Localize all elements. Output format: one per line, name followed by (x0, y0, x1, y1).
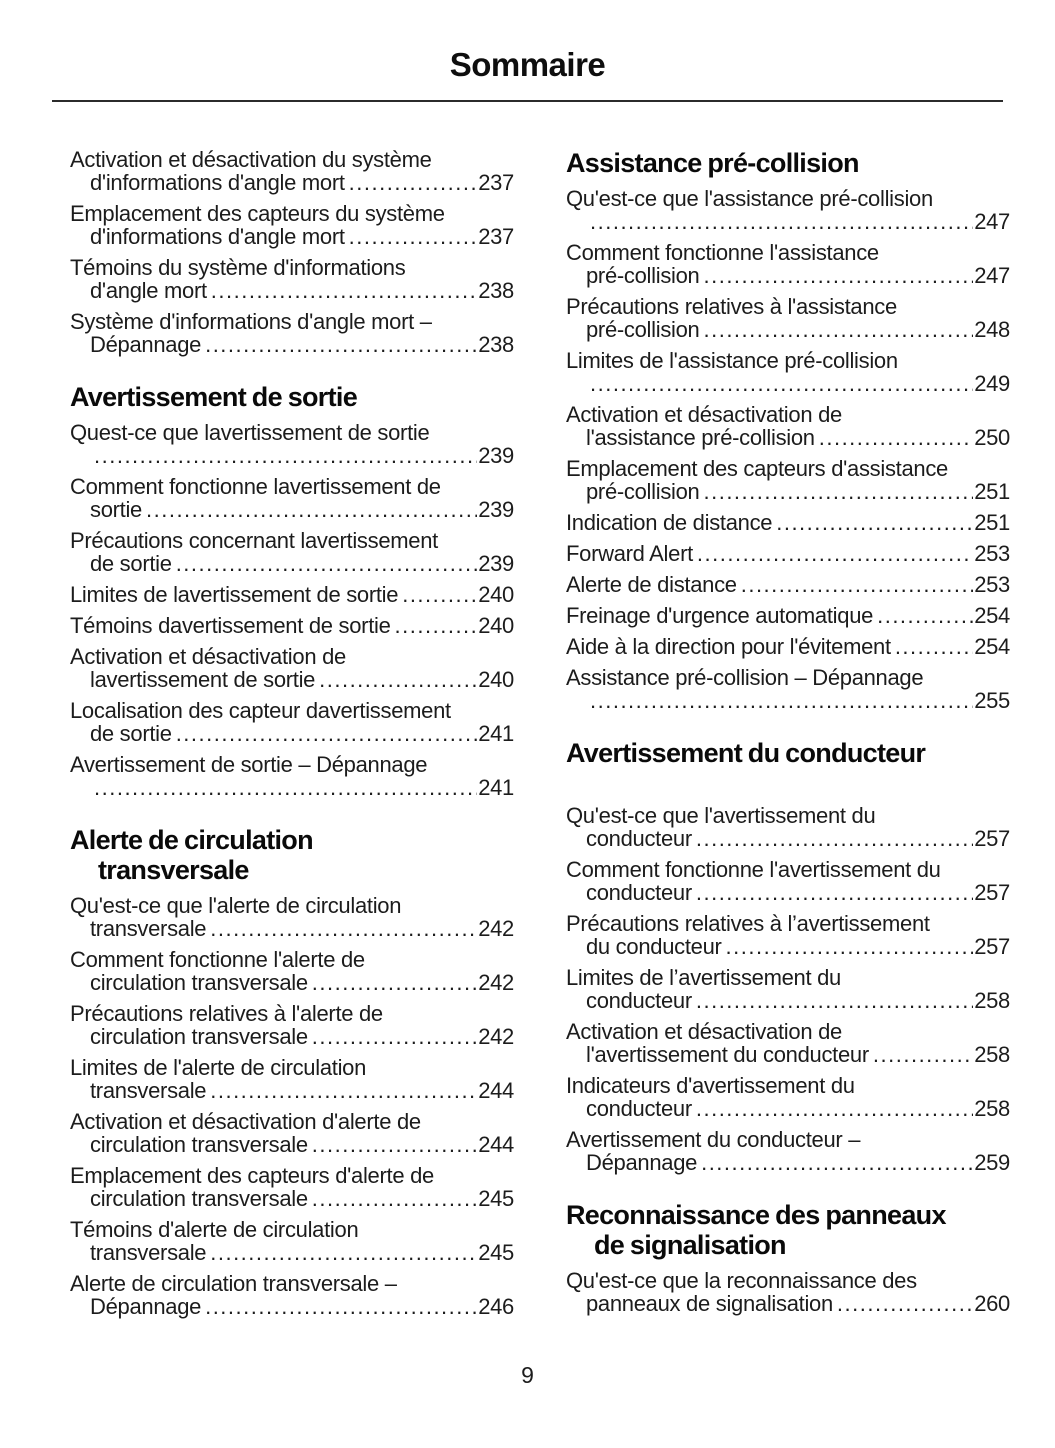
toc-section (70, 382, 514, 799)
toc-entry (70, 1002, 514, 1048)
section-heading (70, 382, 514, 412)
dot-leader (696, 1097, 973, 1120)
toc-entry-line: Précautions relatives à l'alerte de (70, 1001, 383, 1026)
toc-entry-line (70, 498, 514, 521)
page-ref: 260 (974, 1291, 1010, 1316)
toc-entry (566, 1020, 1010, 1066)
toc-entry-text: l'assistance pré-collision (586, 425, 815, 450)
toc-entry-line: Qu'est-ce que l'assistance pré-collision (566, 186, 933, 211)
toc-entry-text: pré-collision (586, 479, 700, 504)
toc-entry-line: Comment fonctionne lavertissement de (70, 474, 441, 499)
dot-leader (895, 635, 973, 658)
dot-leader (210, 1241, 477, 1264)
toc-entry-line (566, 1151, 1010, 1174)
toc-entry-text: Dépannage (90, 332, 202, 357)
dot-leader (210, 917, 477, 940)
page-ref: 253 (974, 541, 1010, 566)
toc-entry-line (70, 171, 514, 194)
toc-entry (70, 699, 514, 745)
toc-entry (566, 635, 1010, 658)
page-ref: 240 (478, 667, 514, 692)
dot-leader (176, 722, 478, 745)
section-heading-line: Assistance pré-collision (566, 148, 859, 178)
toc-entry-text: d'angle mort (90, 278, 207, 303)
toc-entry (70, 421, 514, 467)
page-ref: 258 (974, 1042, 1010, 1067)
toc-entry-line (566, 318, 1010, 341)
dot-leader (349, 171, 478, 194)
toc-entry-line: Avertissement de sortie – Dépannage (70, 752, 428, 777)
page-ref: 246 (478, 1294, 514, 1319)
toc-entry-text: transversale (90, 916, 207, 941)
toc-entry-line (70, 1241, 514, 1264)
toc-entry-text: Indication de distance (566, 510, 773, 535)
page-ref: 241 (478, 775, 514, 800)
toc-entry-line: Activation et désactivation du système (70, 147, 432, 172)
toc-entry-line (70, 1079, 514, 1102)
toc-entry-text: circulation transversale (90, 1132, 308, 1157)
toc-entry-text: panneaux de signalisation (586, 1291, 833, 1316)
page-ref: 249 (974, 371, 1010, 396)
section-heading-line: transversale (98, 855, 249, 885)
dot-leader (590, 210, 973, 233)
toc-entry-line: Emplacement des capteurs du système (70, 201, 445, 226)
toc-entry-text: de sortie (90, 721, 172, 746)
dot-leader (696, 881, 973, 904)
toc-entry-line: Limites de l’avertissement du (566, 965, 841, 990)
toc-entry-line (70, 333, 514, 356)
toc-entry (566, 542, 1010, 565)
dot-leader (312, 1133, 477, 1156)
dot-leader (176, 552, 478, 575)
toc-entry-line: Limites de l'alerte de circulation (70, 1055, 367, 1080)
section-heading (566, 738, 1010, 768)
page-ref: 244 (478, 1132, 514, 1157)
page-ref: 237 (478, 170, 514, 195)
toc-entry (70, 645, 514, 691)
page-ref: 238 (478, 278, 514, 303)
toc-entry-line (70, 279, 514, 302)
page-ref: 245 (478, 1186, 514, 1211)
toc-entry-text: Alerte de distance (566, 572, 737, 597)
dot-leader (696, 989, 973, 1012)
section-heading-line: Reconnaissance des panneaux (566, 1200, 946, 1230)
toc-entry-line (70, 668, 514, 691)
toc-entry-text: Aide à la direction pour l'évitement (566, 634, 891, 659)
toc-entry (566, 858, 1010, 904)
toc-entry-text: conducteur (586, 880, 692, 905)
page-ref: 245 (478, 1240, 514, 1265)
toc-entry (70, 1056, 514, 1102)
toc-entry-line (566, 1292, 1010, 1315)
toc-entry-text: transversale (90, 1240, 207, 1265)
toc-entry-line (566, 264, 1010, 287)
page-ref: 244 (478, 1078, 514, 1103)
toc-entry-line (70, 1187, 514, 1210)
toc-column (566, 148, 1010, 1326)
toc-entry-text: conducteur (586, 1096, 692, 1121)
page-ref: 253 (974, 572, 1010, 597)
page-ref: 247 (974, 263, 1010, 288)
toc-entry-text: circulation transversale (90, 1186, 308, 1211)
toc-entry-line: Qu'est-ce que la reconnaissance des (566, 1268, 917, 1293)
toc-entry-line (70, 722, 514, 745)
dot-leader (211, 279, 477, 302)
page-ref: 239 (478, 551, 514, 576)
page-ref: 240 (478, 613, 514, 638)
dot-leader (395, 614, 478, 637)
toc-entry-line: Alerte de circulation transversale – (70, 1271, 397, 1296)
dot-leader (402, 583, 477, 606)
toc-entry-text: de sortie (90, 551, 172, 576)
toc-entry-text: lavertissement de sortie (90, 667, 316, 692)
toc-entry-line: Activation et désactivation de (566, 1019, 842, 1044)
toc-entry (566, 573, 1010, 596)
toc-entry-text: Forward Alert (566, 541, 693, 566)
toc-entry-line: Quest-ce que lavertissement de sortie (70, 420, 430, 445)
page-ref: 242 (478, 1024, 514, 1049)
toc-entry-line: Qu'est-ce que l'alerte de circulation (70, 893, 402, 918)
toc-section (566, 1200, 1010, 1315)
toc-entry-line (566, 604, 1010, 627)
dot-leader (697, 542, 973, 565)
section-heading-line: Avertissement de sortie (70, 382, 358, 412)
toc-entry (70, 1272, 514, 1318)
toc-entry (70, 1110, 514, 1156)
dot-leader (205, 1295, 477, 1318)
dot-leader (312, 971, 477, 994)
section-heading-line: de signalisation (594, 1230, 786, 1260)
section-heading (566, 148, 1010, 178)
toc-entry-line (70, 1133, 514, 1156)
toc-entry (70, 894, 514, 940)
toc-entry-line: Avertissement du conducteur – (566, 1127, 861, 1152)
toc-entry (70, 948, 514, 994)
toc-entry (566, 295, 1010, 341)
dot-leader (837, 1292, 973, 1315)
toc-entry (566, 187, 1010, 233)
page-ref: 240 (478, 582, 514, 607)
toc-entry-line (566, 827, 1010, 850)
toc-entry-text: transversale (90, 1078, 207, 1103)
toc-entry-text: circulation transversale (90, 1024, 308, 1049)
toc-entry-line (566, 480, 1010, 503)
toc-entry-text: pré-collision (586, 263, 700, 288)
toc-entry-text: Limites de lavertissement de sortie (70, 582, 399, 607)
toc-entry-line: Activation et désactivation de (70, 644, 346, 669)
dot-leader (696, 827, 973, 850)
page-ref: 259 (974, 1150, 1010, 1175)
toc-entry-line: Système d'informations d'angle mort – (70, 309, 432, 334)
toc-entry-line: Précautions relatives à l'assistance (566, 294, 897, 319)
page-ref: 254 (974, 603, 1010, 628)
dot-leader (210, 1079, 477, 1102)
dot-leader (319, 668, 477, 691)
dot-leader (703, 480, 973, 503)
toc-entry (70, 614, 514, 637)
toc-entry-line: Comment fonctionne l'avertissement du (566, 857, 941, 882)
toc-entry (566, 1128, 1010, 1174)
page-ref: 257 (974, 880, 1010, 905)
page-ref: 239 (478, 443, 514, 468)
dot-leader (146, 498, 477, 521)
toc-columns (70, 147, 1010, 1326)
toc-entry-line (566, 1043, 1010, 1066)
toc-entry-text: circulation transversale (90, 970, 308, 995)
toc-column (70, 148, 514, 1326)
toc-entry-line: Précautions relatives à l’avertissement (566, 911, 930, 936)
toc-entry (566, 457, 1010, 503)
dot-leader (94, 776, 477, 799)
toc-entry (566, 666, 1010, 712)
page-ref: 258 (974, 1096, 1010, 1121)
toc-entry-line: Témoins du système d'informations (70, 255, 406, 280)
toc-section (70, 148, 514, 356)
page-ref: 255 (974, 688, 1010, 713)
dot-leader (312, 1025, 477, 1048)
toc-entry-text: pré-collision (586, 317, 700, 342)
toc-entry-line (566, 573, 1010, 596)
page-ref: 251 (974, 479, 1010, 504)
toc-entry-line: Emplacement des capteurs d'assistance (566, 456, 948, 481)
dot-leader (312, 1187, 477, 1210)
section-heading-line: Alerte de circulation (70, 825, 313, 855)
toc-entry-line: Assistance pré-collision – Dépannage (566, 665, 924, 690)
toc-entry-line: Activation et désactivation de (566, 402, 842, 427)
page-ref: 238 (478, 332, 514, 357)
toc-entry-line (70, 552, 514, 575)
dot-leader (741, 573, 973, 596)
dot-leader (726, 935, 974, 958)
page-ref: 248 (974, 317, 1010, 342)
toc-entry-text: Freinage d'urgence automatique (566, 603, 874, 628)
page-ref: 258 (974, 988, 1010, 1013)
toc-entry-line: Indicateurs d'avertissement du (566, 1073, 855, 1098)
dot-leader (701, 1151, 973, 1174)
page-number: 9 (521, 1362, 534, 1388)
toc-entry-line (70, 1025, 514, 1048)
toc-entry-line (566, 881, 1010, 904)
page-ref: 237 (478, 224, 514, 249)
toc-entry-line (566, 1097, 1010, 1120)
toc-entry (566, 1074, 1010, 1120)
dot-leader (873, 1043, 973, 1066)
toc-entry-line (70, 583, 514, 606)
toc-entry-line (566, 372, 1010, 395)
section-heading (566, 1200, 1010, 1260)
toc-entry-line (566, 635, 1010, 658)
page-ref: 239 (478, 497, 514, 522)
dot-leader (703, 318, 973, 341)
toc-entry (566, 349, 1010, 395)
toc-entry (70, 256, 514, 302)
page-ref: 254 (974, 634, 1010, 659)
toc-entry-line: Activation et désactivation d'alerte de (70, 1109, 421, 1134)
toc-entry (566, 241, 1010, 287)
page-ref: 242 (478, 970, 514, 995)
toc-entry (70, 583, 514, 606)
section-heading-line: Avertissement du conducteur (566, 738, 926, 768)
toc-entry (70, 148, 514, 194)
toc-entry-line (70, 444, 514, 467)
toc-entry (566, 403, 1010, 449)
toc-entry (566, 1269, 1010, 1315)
toc-entry-line (70, 1295, 514, 1318)
page-title: Sommaire (449, 46, 606, 83)
toc-entry-line: Comment fonctionne l'alerte de (70, 947, 365, 972)
toc-entry-line: Limites de l'assistance pré-collision (566, 348, 898, 373)
toc-entry-text: d'informations d'angle mort (90, 224, 345, 249)
toc-entry-line (566, 210, 1010, 233)
toc-entry-line: Témoins d'alerte de circulation (70, 1217, 359, 1242)
page-ref: 247 (974, 209, 1010, 234)
toc-entry-line: Comment fonctionne l'assistance (566, 240, 879, 265)
toc-entry-line (70, 971, 514, 994)
toc-entry-text: l'avertissement du conducteur (586, 1042, 869, 1067)
toc-entry-text: conducteur (586, 826, 692, 851)
toc-entry-line (70, 917, 514, 940)
toc-section (70, 825, 514, 1318)
page-ref: 257 (974, 934, 1010, 959)
toc-entry-line (566, 689, 1010, 712)
toc-entry-line (70, 225, 514, 248)
toc-entry-line (566, 511, 1010, 534)
toc-entry-line (70, 776, 514, 799)
toc-entry (566, 912, 1010, 958)
dot-leader (776, 511, 973, 534)
dot-leader (877, 604, 973, 627)
dot-leader (205, 333, 477, 356)
toc-entry-line: Localisation des capteur davertissement (70, 698, 451, 723)
title-divider (52, 100, 1003, 102)
toc-entry (70, 753, 514, 799)
toc-entry (566, 804, 1010, 850)
toc-entry (566, 511, 1010, 534)
dot-leader (94, 444, 477, 467)
toc-entry-line (70, 614, 514, 637)
toc-entry-line (566, 989, 1010, 1012)
toc-entry (566, 604, 1010, 627)
toc-entry-text: du conducteur (586, 934, 722, 959)
dot-leader (703, 264, 973, 287)
dot-leader (590, 689, 973, 712)
toc-entry-text: Témoins davertissement de sortie (70, 613, 391, 638)
toc-entry (566, 966, 1010, 1012)
toc-entry-line: Précautions concernant lavertissement (70, 528, 438, 553)
toc-entry-line (566, 426, 1010, 449)
toc-section (566, 148, 1010, 712)
toc-entry-text: conducteur (586, 988, 692, 1013)
toc-entry-text: sortie (90, 497, 142, 522)
toc-entry-text: Dépannage (90, 1294, 202, 1319)
page-ref: 250 (974, 425, 1010, 450)
page-ref: 257 (974, 826, 1010, 851)
section-heading (70, 825, 514, 885)
page-ref: 251 (974, 510, 1010, 535)
toc-entry (70, 202, 514, 248)
page-ref: 241 (478, 721, 514, 746)
toc-entry (70, 1164, 514, 1210)
toc-entry-line: Qu'est-ce que l'avertissement du (566, 803, 876, 828)
toc-entry-line: Emplacement des capteurs d'alerte de (70, 1163, 434, 1188)
toc-entry-text: Dépannage (586, 1150, 698, 1175)
dot-leader (590, 372, 973, 395)
toc-entry (70, 475, 514, 521)
toc-entry (70, 310, 514, 356)
toc-entry (70, 1218, 514, 1264)
toc-entry-text: d'informations d'angle mort (90, 170, 345, 195)
page-ref: 242 (478, 916, 514, 941)
toc-entry (70, 529, 514, 575)
toc-entry-line (566, 935, 1010, 958)
toc-section (566, 738, 1010, 1174)
toc-entry-line (566, 542, 1010, 565)
dot-leader (349, 225, 478, 248)
dot-leader (819, 426, 973, 449)
